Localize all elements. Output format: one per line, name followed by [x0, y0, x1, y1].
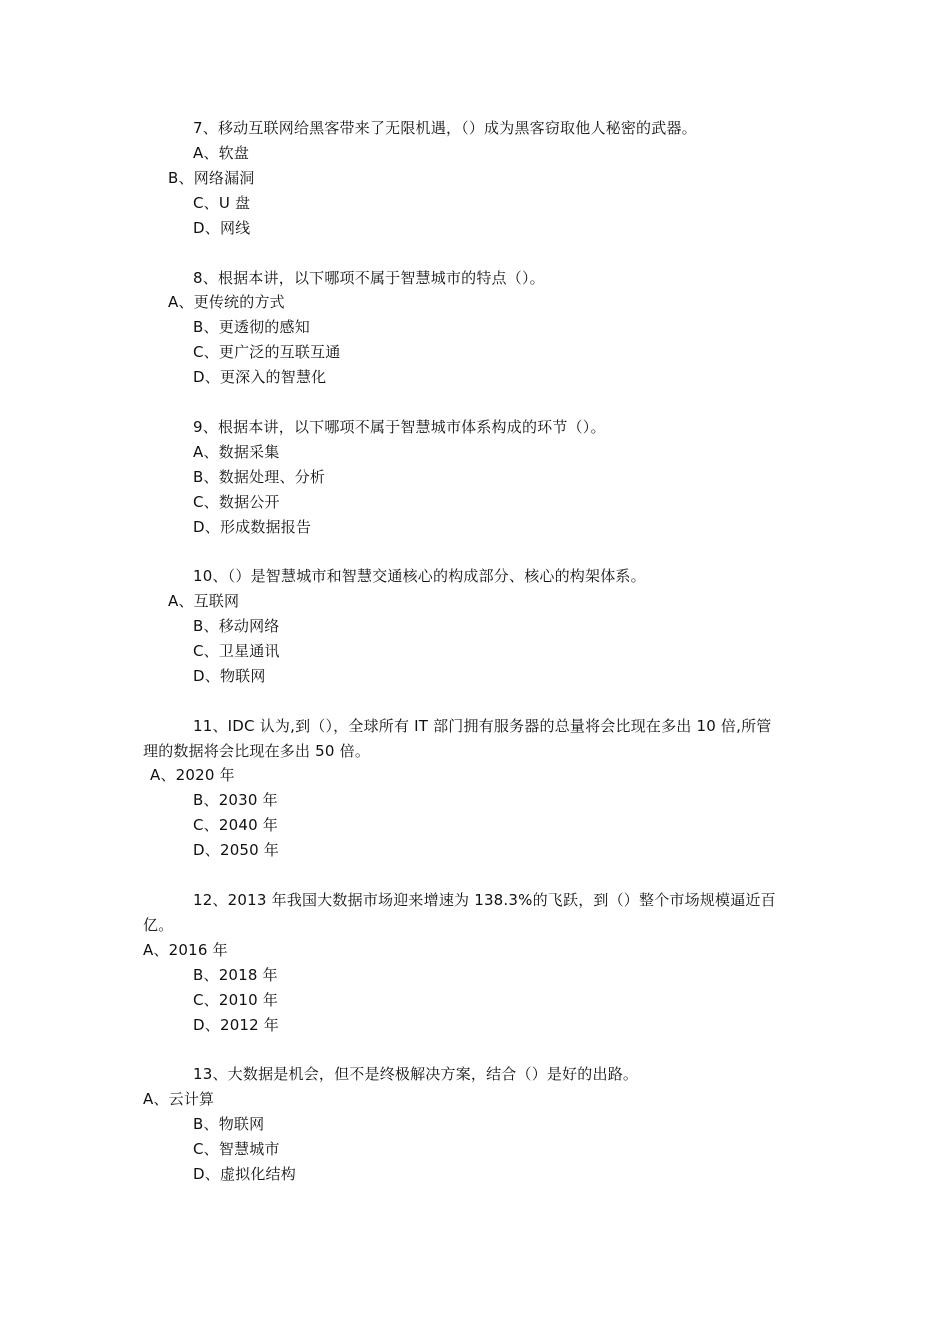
question-8-option-d: D、更深入的智慧化	[193, 368, 327, 386]
question-12-stem-line-1: 12、2013 年我国大数据市场迎来增速为 138.3%的飞跃，到（）整个市场规模逼近百	[193, 891, 776, 909]
question-10-option-b: B、移动网络	[193, 617, 280, 635]
question-9-stem: 9、根据本讲，以下哪项不属于智慧城市体系构成的环节（）。	[193, 418, 606, 436]
question-7-option-a: A、软盘	[193, 144, 250, 162]
question-11-option-b: B、2030 年	[193, 791, 278, 809]
question-11-option-d: D、2050 年	[193, 841, 280, 859]
question-11-stem-line-1: 11、IDC 认为,到（），全球所有 IT 部门拥有服务器的总量将会比现在多出 10 倍,所管	[193, 717, 772, 735]
question-12-option-d: D、2012 年	[193, 1016, 280, 1034]
question-12-stem-line-2: 亿。	[143, 916, 174, 934]
question-8-stem: 8、根据本讲，以下哪项不属于智慧城市的特点（）。	[193, 269, 545, 287]
question-10-stem: 10、（）是智慧城市和智慧交通核心的构成部分、核心的构架体系。	[193, 567, 646, 585]
question-8-option-c: C、更广泛的互联互通	[193, 343, 341, 361]
question-7-option-d: D、网线	[193, 219, 251, 237]
question-13-option-b: B、物联网	[193, 1115, 265, 1133]
question-7-option-c: C、U 盘	[193, 194, 251, 212]
question-8-option-b: B、更透彻的感知	[193, 318, 310, 336]
question-11-option-a: A、2020 年	[150, 766, 235, 784]
question-9-option-c: C、数据公开	[193, 493, 280, 511]
question-13-option-c: C、智慧城市	[193, 1140, 280, 1158]
question-11-stem-line-2: 理的数据将会比现在多出 50 倍。	[143, 742, 371, 760]
question-13-stem: 13、大数据是机会，但不是终极解决方案，结合（）是好的出路。	[193, 1065, 639, 1083]
question-11-option-c: C、2040 年	[193, 816, 279, 834]
question-9-option-b: B、数据处理、分析	[193, 468, 326, 486]
question-9-option-a: A、数据采集	[193, 443, 280, 461]
question-10-option-c: C、卫星通讯	[193, 642, 280, 660]
question-10-option-d: D、物联网	[193, 667, 266, 685]
question-12-option-a: A、2016 年	[143, 941, 228, 959]
question-7-stem: 7、移动互联网给黑客带来了无限机遇，（）成为黑客窃取他人秘密的武器。	[193, 119, 697, 137]
question-9-option-d: D、形成数据报告	[193, 518, 312, 536]
question-10-option-a: A、互联网	[168, 592, 240, 610]
question-7-option-b: B、网络漏洞	[168, 169, 255, 187]
question-12-option-b: B、2018 年	[193, 966, 278, 984]
question-8-option-a: A、更传统的方式	[168, 293, 285, 311]
question-13-option-a: A、云计算	[143, 1090, 215, 1108]
question-13-option-d: D、虚拟化结构	[193, 1165, 296, 1183]
question-12-option-c: C、2010 年	[193, 991, 279, 1009]
